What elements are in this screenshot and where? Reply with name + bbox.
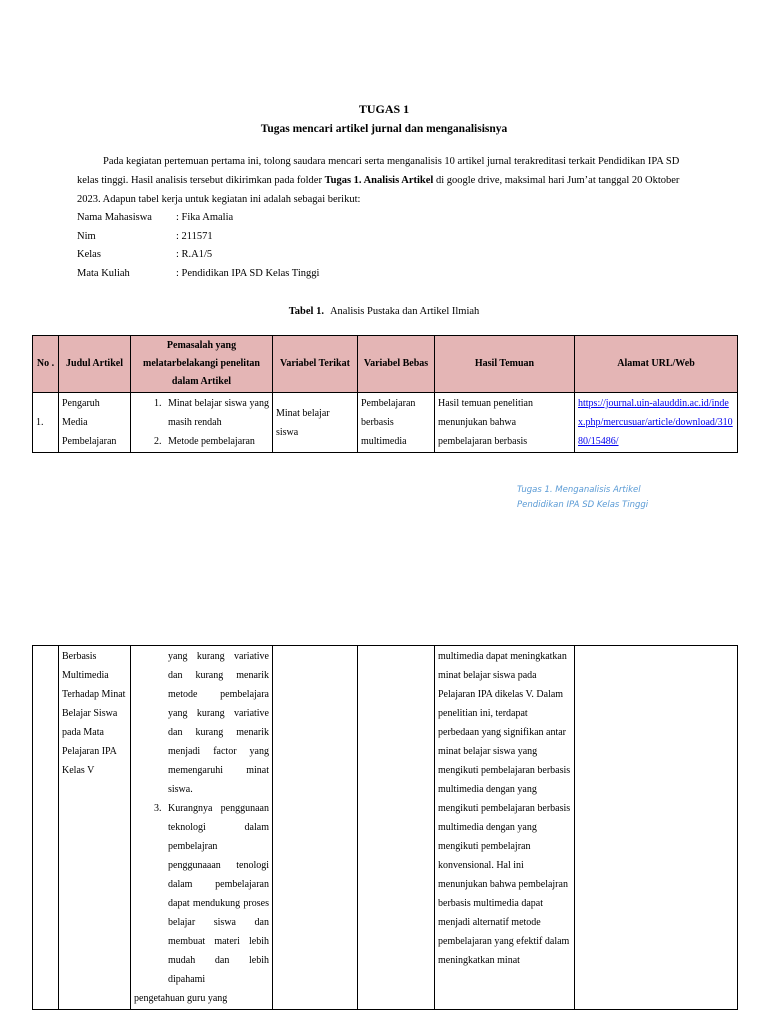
cell-judul: Pengaruh Media Pembelajaran xyxy=(59,393,131,453)
info-row xyxy=(77,246,319,265)
cell-variabel-terikat xyxy=(273,646,358,1010)
instruction-paragraph xyxy=(77,152,697,209)
cell-variabel-bebas xyxy=(358,646,435,1010)
info-value: : Pendidikan IPA SD Kelas Tinggi xyxy=(176,267,320,279)
cell-permasalahan xyxy=(131,393,273,453)
problem-list xyxy=(134,799,269,989)
header-url: Alamat URL/Web xyxy=(575,336,738,393)
cell-judul: Berbasis Multimedia Terhadap Minat Belajar Siswa pada Mata Pelajaran IPA Kelas V xyxy=(59,646,131,1010)
paragraph-text-1: Pada kegiatan pertemuan pertama ini, tolong saudara mencari serta menganalisis 10 artikel jurnal terakreditasi terkait Pendidikan IPA SD kelas tinggi. Hasil analisis tersebut dikirimkan pada folder xyxy=(77,156,680,186)
problem-extra: pengetahuan guru yang xyxy=(134,993,228,1004)
table-row xyxy=(33,393,738,453)
header-variabel-terikat: Variabel Terikat xyxy=(273,336,358,393)
problem-continuation: yang kurang variative dan kurang menarik metode pembelajara yang kurang variative dan kurang menarik menjadi factor yang memengaruhi minat siswa. xyxy=(168,651,269,795)
info-row xyxy=(77,209,319,228)
header-permasalahan: Pemasalah yang melatarbelakangi penelitan dalam Artikel xyxy=(131,336,273,393)
info-value: : 211571 xyxy=(176,230,213,242)
info-label: Nim xyxy=(77,230,96,242)
problem-item: 1. Minat belajar siswa yang masih rendah xyxy=(164,394,269,432)
paragraph-bold-folder: Tugas 1. Analisis Artikel xyxy=(324,175,434,186)
table-caption-label: Tabel 1. xyxy=(288,306,324,317)
info-label: Mata Kuliah xyxy=(77,267,130,279)
header-hasil-temuan: Hasil Temuan xyxy=(435,336,575,393)
table-caption xyxy=(0,306,768,317)
info-value: : R.A1/5 xyxy=(176,249,213,260)
cell-variabel-terikat: Minat belajar siswa xyxy=(273,393,358,453)
paragraph-text-2: di google drive, maksimal hari Jum’at tanggal 20 Oktober 2023. Adapun tabel kerja untuk kegiatan ini adalah sebagai berikut: xyxy=(77,175,680,205)
table-header-row xyxy=(33,336,738,393)
info-label: Nama Mahasiswa xyxy=(77,212,152,223)
header-judul: Judul Artikel xyxy=(59,336,131,393)
table-caption-text: Analisis Pustaka dan Artikel Ilmiah xyxy=(329,306,480,317)
analysis-table xyxy=(32,335,738,453)
cell-no: 1. xyxy=(33,393,59,453)
cell-no xyxy=(33,646,59,1010)
problem-list xyxy=(134,394,269,451)
info-row xyxy=(77,228,319,247)
cell-variabel-bebas: Pembelajaran berbasis multimedia xyxy=(358,393,435,453)
info-label: Kelas xyxy=(77,249,101,260)
problem-item: 3. Kurangnya penggunaan teknologi dalam pembelajran penggunaaan tenologi dalam pembelajaran dapat mendukung proses belajar siswa dan membuat materi lebih mudah dan lebih dipahami xyxy=(164,799,269,989)
document-title: TUGAS 1 xyxy=(358,102,410,116)
header-variabel-bebas: Variabel Bebas xyxy=(358,336,435,393)
cell-url xyxy=(575,646,738,1010)
article-url-link[interactable]: https://journal.uin-alauddin.ac.id/index.php/mercusuar/article/download/31080/15486/ xyxy=(578,398,733,447)
header-note-line: Pendidikan IPA SD Kelas Tinggi xyxy=(517,500,649,510)
info-row xyxy=(77,265,319,284)
cell-permasalahan xyxy=(131,646,273,1010)
analysis-table-continued xyxy=(32,645,738,1010)
cell-hasil-temuan: Hasil temuan penelitian menunjukan bahwa pembelajaran berbasis xyxy=(435,393,575,453)
document-subtitle: Tugas mencari artikel jurnal dan menganalisisnya xyxy=(260,123,508,135)
table-row xyxy=(33,646,738,1010)
header-no: No . xyxy=(33,336,59,393)
page-header-note xyxy=(517,483,648,513)
cell-url xyxy=(575,393,738,453)
header-note-line: Tugas 1. Menganalisis Artikel xyxy=(517,485,641,495)
student-info xyxy=(77,209,319,283)
cell-hasil-temuan: multimedia dapat meningkatkan minat belajar siswa pada Pelajaran IPA dikelas V. Dalam penelitian ini, terdapat perbedaan yang signifikan antar minat belajar siswa yang mengikuti pembelajaran berbasis multimedia dengan yang mengikuti pembelajaran berbasis multimedia dengan yang mengikuti pembelajran konvensional. Hal ini menunjukan bahwa pembelajran berbasis multimedia dapat menjadi alternatif metode pembelajaran yang efektif dalam meningkatkan minat xyxy=(435,646,575,1010)
problem-item: 2. Metode pembelajaran xyxy=(164,432,269,451)
info-value: : Fika Amalia xyxy=(176,212,234,223)
